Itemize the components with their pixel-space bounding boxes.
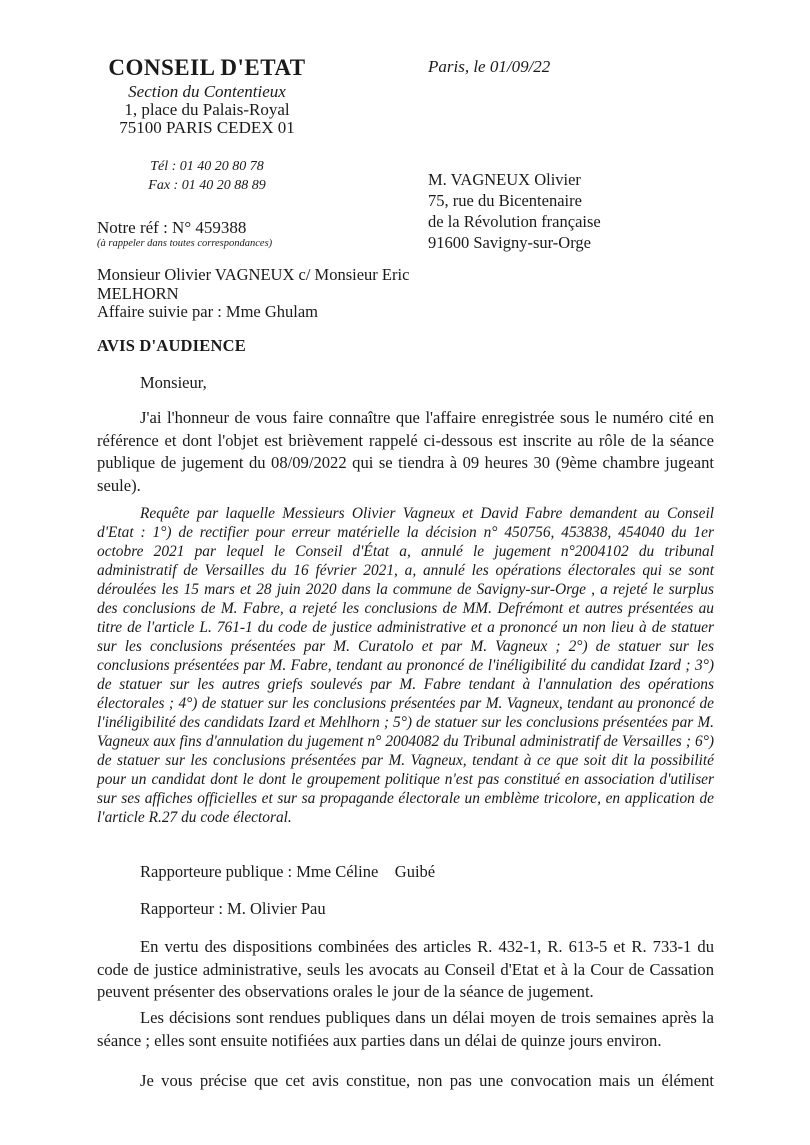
paragraph-avis-nature: Je vous précise que cet avis constitue, non pas une convocation mais un élément bbox=[140, 1071, 714, 1090]
reference-block bbox=[97, 218, 272, 250]
paragraph-requete: Requête par laquelle Messieurs Olivier Vagneux et David Fabre demandent au Conseil d'Etat : 1°) de rectifier pour erreur matérielle la décision n° 450756, 453838, 454040 du 1er octobre 2021 par lequel le Conseil d'État a, annulé le jugement n°2004102 du tribunal administratif de Versailles du 16 février 2021, a, annulé les opérations électorales qui se sont déroulées les 15 mars et 28 juin 2020 dans la commune de Savigny-sur-Orge , a rejeté le surplus des conclusions de M. Fabre, a rejeté les conclusions de MM. Defrémont et autres présentées au titre de l'article L. 761-1 du code de justice administrative et a prononcé un non lieu à de statuer sur les conclusions présentées par M. Curatolo et par M. Vagneux ; 2°) de statuer sur les conclusions présentées par M. Fabre, tendant au prononcé de l'inéligibilité du candidat Izard ; 3°) de statuer sur les autres griefs soulevés par M. Fabre tendant à l'annulation des opérations électorales ; 4°) de statuer sur les conclusions présentées par M. Vagneux, tendant au prononcé de l'inéligibilité des candidats Izard et Mehlhorn ; 5°) de statuer sur les conclusions présentées par M. Vagneux aux fins d'annulation du jugement n° 2004082 du Tribunal administratif de Versailles ; 6°) de statuer sur les conclusions présentées par M. Vagneux, tendant à ce que soit dit la possibilité pour un candidat dont le dont le groupement politique n'est pas constitué en association d'utiliser sur ses affiches officielles et sur sa propagande électorale un emblème tricolore, en application de l'article R.27 du code électoral. bbox=[97, 505, 714, 826]
phone-line: Tél : 01 40 20 80 78 bbox=[150, 159, 264, 174]
paragraph-intro: J'ai l'honneur de vous faire connaître que l'affaire enregistrée sous le numéro cité en référence et dont l'objet est brièvement rappelé ci-dessous est inscrite au rôle de la séance publique de jugement du 08/09/2022 qui se tiendra à 09 heures 30 (9ème chambre jugeant seule). bbox=[97, 408, 714, 495]
reference-note: (à rappeler dans toutes correspondances) bbox=[97, 238, 273, 249]
salutation: Monsieur, bbox=[140, 373, 207, 392]
rapporteure-publique-line: Rapporteure publique : Mme Céline Guibé bbox=[140, 862, 436, 881]
case-parties-line2: MELHORN bbox=[97, 283, 179, 303]
reference-number: Notre réf : N° 459388 bbox=[97, 218, 247, 237]
contact-block bbox=[87, 157, 327, 195]
recipient-address-line1: 75, rue du Bicentenaire bbox=[428, 191, 582, 210]
dateline: Paris, le 01/09/22 bbox=[428, 57, 551, 76]
letterhead bbox=[87, 54, 327, 195]
institution-address-line2: 75100 PARIS CEDEX 01 bbox=[119, 117, 295, 137]
case-block bbox=[97, 266, 537, 322]
recipient-address-line2: de la Révolution française bbox=[428, 212, 601, 231]
recipient-address bbox=[428, 169, 601, 253]
notice-title: AVIS D'AUDIENCE bbox=[97, 336, 246, 355]
institution-address-line1: 1, place du Palais-Royal bbox=[124, 100, 290, 119]
institution-name: CONSEIL D'ETAT bbox=[108, 55, 306, 80]
fax-line: Fax : 01 40 20 88 89 bbox=[148, 178, 266, 193]
institution-section: Section du Contentieux bbox=[128, 82, 286, 101]
case-handler: Affaire suivie par : Mme Ghulam bbox=[97, 302, 319, 321]
recipient-address-line3: 91600 Savigny-sur-Orge bbox=[428, 233, 591, 252]
paragraph-avocats: En vertu des dispositions combinées des articles R. 432-1, R. 613-5 et R. 733-1 du code de justice administrative, seuls les avocats au Conseil d'Etat et à la Cour de Cassation peuvent présenter des observations orales le jour de la séance de jugement. bbox=[97, 937, 714, 1002]
paragraph-decisions: Les décisions sont rendues publiques dans un délai moyen de trois semaines après la séance ; elles sont ensuite notifiées aux parties dans un délai de quinze jours environ. bbox=[97, 1008, 714, 1050]
rapporteur-line: Rapporteur : M. Olivier Pau bbox=[140, 899, 326, 918]
recipient-name: M. VAGNEUX Olivier bbox=[428, 170, 581, 189]
case-parties-line1: Monsieur Olivier VAGNEUX c/ Monsieur Eric bbox=[97, 265, 410, 284]
